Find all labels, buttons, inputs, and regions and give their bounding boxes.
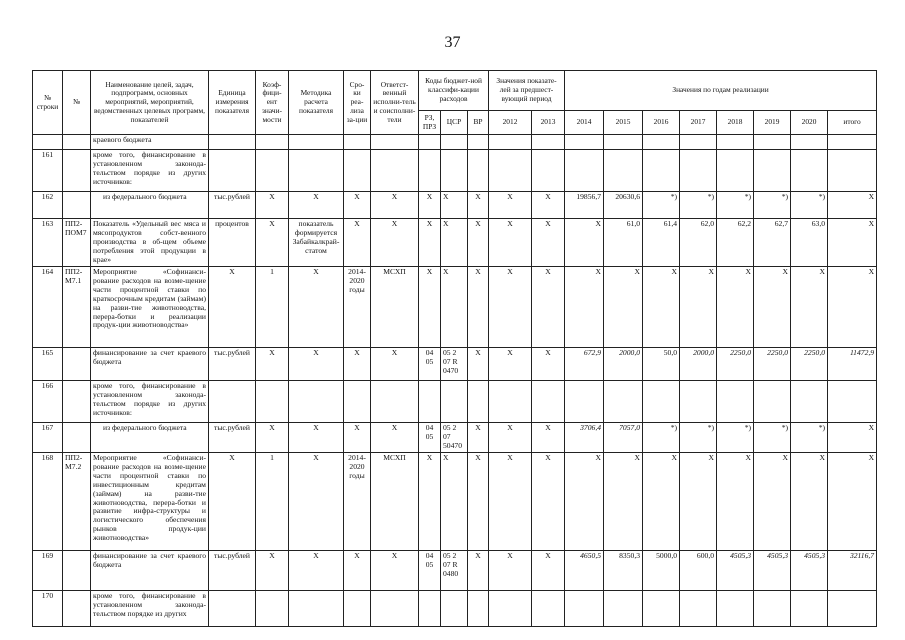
row-2018: *) xyxy=(717,422,754,452)
row-2012 xyxy=(489,590,532,626)
row-coef: X xyxy=(256,219,289,267)
row-rz: X xyxy=(419,266,441,347)
row-2012: X xyxy=(489,452,532,550)
table-row xyxy=(33,422,877,452)
row-resp: МСХП xyxy=(371,452,419,550)
row-2015 xyxy=(604,380,643,422)
row-term: X xyxy=(344,550,371,590)
row-2017 xyxy=(680,380,717,422)
row-2015 xyxy=(604,590,643,626)
row-2014: 3706,4 xyxy=(565,422,604,452)
header-2014: 2014 xyxy=(565,111,604,135)
row-2014: 672,9 xyxy=(565,347,604,380)
row-2014: X xyxy=(565,219,604,267)
row-resp xyxy=(371,135,419,150)
row-vr: X xyxy=(468,347,489,380)
row-csr: 05 2 07 R 0470 xyxy=(441,347,468,380)
row-rz xyxy=(419,135,441,150)
row-name: Мероприятие «Софинанси-рование расходов на возме-щение части процентной ставки по краткосрочным кредитам (займам) на разви-тие животноводства, перера-ботки и реализации продук-ции животноводства» xyxy=(91,266,209,347)
row-2012: X xyxy=(489,422,532,452)
header-resp: Ответст-венный исполни-тель и соисполни-тели xyxy=(371,71,419,135)
row-resp xyxy=(371,150,419,192)
row-term: X xyxy=(344,347,371,380)
header-total: итого xyxy=(828,111,877,135)
row-csr xyxy=(441,135,468,150)
row-number: 168 xyxy=(33,452,63,550)
row-2013 xyxy=(532,590,565,626)
row-2016 xyxy=(643,380,680,422)
row-2019: 2250,0 xyxy=(754,347,791,380)
row-2016: *) xyxy=(643,422,680,452)
row-unit: тыс.рублей xyxy=(209,347,256,380)
row-name: финансирование за счет краевого бюджета xyxy=(91,550,209,590)
row-2015: 7057,0 xyxy=(604,422,643,452)
row-2017 xyxy=(680,590,717,626)
row-2014 xyxy=(565,380,604,422)
row-2020: X xyxy=(791,266,828,347)
row-2014: 19856,7 xyxy=(565,192,604,219)
row-name: из федерального бюджета xyxy=(91,192,209,219)
row-2013 xyxy=(532,380,565,422)
row-number: 167 xyxy=(33,422,63,452)
header-csr: ЦСР xyxy=(441,111,468,135)
row-2013: X xyxy=(532,347,565,380)
row-term xyxy=(344,135,371,150)
row-vr: X xyxy=(468,452,489,550)
row-2014 xyxy=(565,590,604,626)
row-total xyxy=(828,135,877,150)
row-2019: X xyxy=(754,266,791,347)
row-2017: X xyxy=(680,452,717,550)
row-2020 xyxy=(791,135,828,150)
header-rz: РЗ, ПРЗ xyxy=(419,111,441,135)
row-2019 xyxy=(754,150,791,192)
row-csr: 05 2 07 50470 xyxy=(441,422,468,452)
row-code: ПП2-М7.1 xyxy=(63,266,91,347)
table-row xyxy=(33,452,877,550)
header-years: Значения по годам реализации xyxy=(565,71,877,111)
row-2012: X xyxy=(489,266,532,347)
row-2018: *) xyxy=(717,192,754,219)
page-number: 37 xyxy=(444,34,461,51)
row-2018 xyxy=(717,380,754,422)
row-resp: X xyxy=(371,192,419,219)
row-total: 11472,9 xyxy=(828,347,877,380)
row-total: X xyxy=(828,266,877,347)
table-row xyxy=(33,192,877,219)
row-2017 xyxy=(680,150,717,192)
row-unit: тыс.рублей xyxy=(209,192,256,219)
row-2019: X xyxy=(754,452,791,550)
row-vr xyxy=(468,135,489,150)
row-total xyxy=(828,150,877,192)
row-2016 xyxy=(643,150,680,192)
row-resp: X xyxy=(371,219,419,267)
row-2020 xyxy=(791,380,828,422)
row-csr xyxy=(441,380,468,422)
row-2020: *) xyxy=(791,422,828,452)
row-2016: 61,4 xyxy=(643,219,680,267)
row-2019: *) xyxy=(754,192,791,219)
row-resp xyxy=(371,590,419,626)
row-2012: X xyxy=(489,550,532,590)
row-2020: 63,0 xyxy=(791,219,828,267)
row-csr: X xyxy=(441,219,468,267)
row-2016 xyxy=(643,590,680,626)
row-name: краевого бюджета xyxy=(91,135,209,150)
row-2014 xyxy=(565,150,604,192)
row-resp xyxy=(371,380,419,422)
row-2015: 2000,0 xyxy=(604,347,643,380)
row-2013: X xyxy=(532,266,565,347)
row-2020: 2250,0 xyxy=(791,347,828,380)
row-2017: 62,0 xyxy=(680,219,717,267)
row-2020: *) xyxy=(791,192,828,219)
row-2017: X xyxy=(680,266,717,347)
row-2018: X xyxy=(717,452,754,550)
row-unit xyxy=(209,135,256,150)
row-2012: X xyxy=(489,219,532,267)
row-unit xyxy=(209,150,256,192)
table-row xyxy=(33,347,877,380)
row-2014 xyxy=(565,135,604,150)
row-method xyxy=(289,380,344,422)
row-code: ПП2-ПОМ7 xyxy=(63,219,91,267)
row-2018: X xyxy=(717,266,754,347)
row-2019: *) xyxy=(754,422,791,452)
row-name: кроме того, финансирование в установленном законода-тельством порядке из других источников: xyxy=(91,380,209,422)
row-2016 xyxy=(643,135,680,150)
row-coef: 1 xyxy=(256,452,289,550)
row-vr: X xyxy=(468,219,489,267)
row-total: X xyxy=(828,452,877,550)
row-2019 xyxy=(754,135,791,150)
header-2013: 2013 xyxy=(532,111,565,135)
row-vr xyxy=(468,150,489,192)
row-rz: 04 05 xyxy=(419,422,441,452)
row-code xyxy=(63,590,91,626)
row-unit: тыс.рублей xyxy=(209,550,256,590)
row-coef xyxy=(256,380,289,422)
row-2012: X xyxy=(489,347,532,380)
row-method xyxy=(289,135,344,150)
row-name: Показатель «Удельный вес мяса и мясопродуктов собст-венного производства в об-щем объеме потребления этой продукции в крае» xyxy=(91,219,209,267)
row-2015: 20630,6 xyxy=(604,192,643,219)
row-2016: 5000,0 xyxy=(643,550,680,590)
row-resp: X xyxy=(371,550,419,590)
row-number: 169 xyxy=(33,550,63,590)
row-2015: 61,0 xyxy=(604,219,643,267)
table-row xyxy=(33,380,877,422)
row-2012: X xyxy=(489,192,532,219)
row-resp: МСХП xyxy=(371,266,419,347)
row-unit: процентов xyxy=(209,219,256,267)
header-unit: Единица измерения показателя xyxy=(209,71,256,135)
row-2017: *) xyxy=(680,192,717,219)
row-unit xyxy=(209,590,256,626)
header-2016: 2016 xyxy=(643,111,680,135)
row-2020 xyxy=(791,590,828,626)
row-csr xyxy=(441,590,468,626)
row-2020: X xyxy=(791,452,828,550)
header-codes: Коды бюджет-ной классифи-кации расходов xyxy=(419,71,489,111)
row-method: X xyxy=(289,422,344,452)
row-2015: X xyxy=(604,266,643,347)
row-2012 xyxy=(489,150,532,192)
row-2012 xyxy=(489,135,532,150)
row-rz: X xyxy=(419,219,441,267)
row-number: 163 xyxy=(33,219,63,267)
row-rz: 04 05 xyxy=(419,550,441,590)
row-2018: 4505,3 xyxy=(717,550,754,590)
row-term xyxy=(344,150,371,192)
row-number: 164 xyxy=(33,266,63,347)
row-term: 2014-2020 годы xyxy=(344,452,371,550)
row-2018 xyxy=(717,150,754,192)
row-code xyxy=(63,550,91,590)
row-2013: X xyxy=(532,192,565,219)
row-2018 xyxy=(717,590,754,626)
row-rz: X xyxy=(419,192,441,219)
program-table xyxy=(32,70,877,627)
row-method xyxy=(289,590,344,626)
row-method: показатель формируется Забайкалкрай-статом xyxy=(289,219,344,267)
row-vr xyxy=(468,590,489,626)
row-2017 xyxy=(680,135,717,150)
row-method: X xyxy=(289,550,344,590)
row-2016: 50,0 xyxy=(643,347,680,380)
row-2018: 2250,0 xyxy=(717,347,754,380)
row-name: из федерального бюджета xyxy=(91,422,209,452)
row-coef xyxy=(256,135,289,150)
row-2019 xyxy=(754,380,791,422)
row-total: X xyxy=(828,219,877,267)
row-method xyxy=(289,150,344,192)
row-coef: 1 xyxy=(256,266,289,347)
row-coef xyxy=(256,590,289,626)
row-2013: X xyxy=(532,550,565,590)
row-term: X xyxy=(344,192,371,219)
header-no: № xyxy=(63,71,91,135)
row-unit: тыс.рублей xyxy=(209,422,256,452)
row-term xyxy=(344,590,371,626)
row-coef: X xyxy=(256,192,289,219)
table-body xyxy=(33,135,877,627)
row-2013: X xyxy=(532,452,565,550)
row-code xyxy=(63,150,91,192)
row-rz: 04 05 xyxy=(419,347,441,380)
row-total: X xyxy=(828,192,877,219)
row-2014: X xyxy=(565,452,604,550)
row-resp: X xyxy=(371,347,419,380)
header-2019: 2019 xyxy=(754,111,791,135)
row-term: X xyxy=(344,422,371,452)
row-method: X xyxy=(289,266,344,347)
row-number: 165 xyxy=(33,347,63,380)
table-row xyxy=(33,219,877,267)
row-method: X xyxy=(289,452,344,550)
header-coef: Коэф-фици-ент значи-мости xyxy=(256,71,289,135)
row-2012 xyxy=(489,380,532,422)
row-2015 xyxy=(604,135,643,150)
row-unit: X xyxy=(209,452,256,550)
row-2018: 62,2 xyxy=(717,219,754,267)
row-name: кроме того, финансирование в установленном законода-тельством порядке из других xyxy=(91,590,209,626)
row-total xyxy=(828,380,877,422)
row-rz xyxy=(419,150,441,192)
row-rz xyxy=(419,590,441,626)
row-2013 xyxy=(532,150,565,192)
row-csr: X xyxy=(441,452,468,550)
header-name: Наименование целей, задач, подпрограмм, основных мероприятий, мероприятий, ведомственных целевых программ, показателей xyxy=(91,71,209,135)
row-vr: X xyxy=(468,422,489,452)
header-2012: 2012 xyxy=(489,111,532,135)
row-number xyxy=(33,135,63,150)
table-row xyxy=(33,150,877,192)
table-row xyxy=(33,135,877,150)
row-2016: X xyxy=(643,266,680,347)
row-term: 2014-2020 годы xyxy=(344,266,371,347)
row-2018 xyxy=(717,135,754,150)
row-rz xyxy=(419,380,441,422)
row-code: ПП2-М7.2 xyxy=(63,452,91,550)
row-method: X xyxy=(289,347,344,380)
row-2013: X xyxy=(532,422,565,452)
row-resp: X xyxy=(371,422,419,452)
row-csr: 05 2 07 R 0480 xyxy=(441,550,468,590)
header-2018: 2018 xyxy=(717,111,754,135)
header-row-no: № строки xyxy=(33,71,63,135)
row-code xyxy=(63,347,91,380)
row-name: кроме того, финансирование в установленном законода-тельством порядке из других источников: xyxy=(91,150,209,192)
row-number: 170 xyxy=(33,590,63,626)
table-row xyxy=(33,590,877,626)
row-number: 162 xyxy=(33,192,63,219)
row-method: X xyxy=(289,192,344,219)
row-csr: X xyxy=(441,266,468,347)
row-coef: X xyxy=(256,347,289,380)
row-name: финансирование за счет краевого бюджета xyxy=(91,347,209,380)
row-vr xyxy=(468,380,489,422)
header-2017: 2017 xyxy=(680,111,717,135)
row-coef: X xyxy=(256,550,289,590)
row-term: X xyxy=(344,219,371,267)
row-2015 xyxy=(604,150,643,192)
row-code xyxy=(63,192,91,219)
row-2015: X xyxy=(604,452,643,550)
row-vr: X xyxy=(468,550,489,590)
table-row xyxy=(33,266,877,347)
row-2015: 8350,3 xyxy=(604,550,643,590)
table-header xyxy=(33,71,877,135)
row-2020 xyxy=(791,150,828,192)
row-2019: 62,7 xyxy=(754,219,791,267)
header-term: Сро-ки реа-лиза за-ции xyxy=(344,71,371,135)
row-csr xyxy=(441,150,468,192)
header-method: Методика расчета показателя xyxy=(289,71,344,135)
row-total: X xyxy=(828,422,877,452)
row-code xyxy=(63,380,91,422)
row-2013: X xyxy=(532,219,565,267)
header-2015: 2015 xyxy=(604,111,643,135)
row-term xyxy=(344,380,371,422)
header-prev: Значения показате-лей за предшест-вующий период xyxy=(489,71,565,111)
row-2016: *) xyxy=(643,192,680,219)
row-2013 xyxy=(532,135,565,150)
header-vr: ВР xyxy=(468,111,489,135)
row-unit xyxy=(209,380,256,422)
row-rz: X xyxy=(419,452,441,550)
row-2017: 600,0 xyxy=(680,550,717,590)
row-coef: X xyxy=(256,422,289,452)
row-vr: X xyxy=(468,192,489,219)
row-2020: 4505,3 xyxy=(791,550,828,590)
row-number: 161 xyxy=(33,150,63,192)
table-row xyxy=(33,550,877,590)
header-2020: 2020 xyxy=(791,111,828,135)
row-2017: 2000,0 xyxy=(680,347,717,380)
row-2019: 4505,3 xyxy=(754,550,791,590)
row-2014: X xyxy=(565,266,604,347)
row-unit: X xyxy=(209,266,256,347)
row-code xyxy=(63,422,91,452)
row-2014: 4650,5 xyxy=(565,550,604,590)
row-csr: X xyxy=(441,192,468,219)
row-2017: *) xyxy=(680,422,717,452)
row-2019 xyxy=(754,590,791,626)
row-total xyxy=(828,590,877,626)
row-2016: X xyxy=(643,452,680,550)
row-name: Мероприятие «Софинанси-рование расходов на возме-щение части процентной ставки по инвестиционным кредитам (займам) на разви-тие животноводства, перера-ботки и развитие инфра-структуры и логистического обеспечения рынков продук-ции животноводства» xyxy=(91,452,209,550)
row-total: 32116,7 xyxy=(828,550,877,590)
row-number: 166 xyxy=(33,380,63,422)
row-coef xyxy=(256,150,289,192)
row-code xyxy=(63,135,91,150)
row-vr: X xyxy=(468,266,489,347)
